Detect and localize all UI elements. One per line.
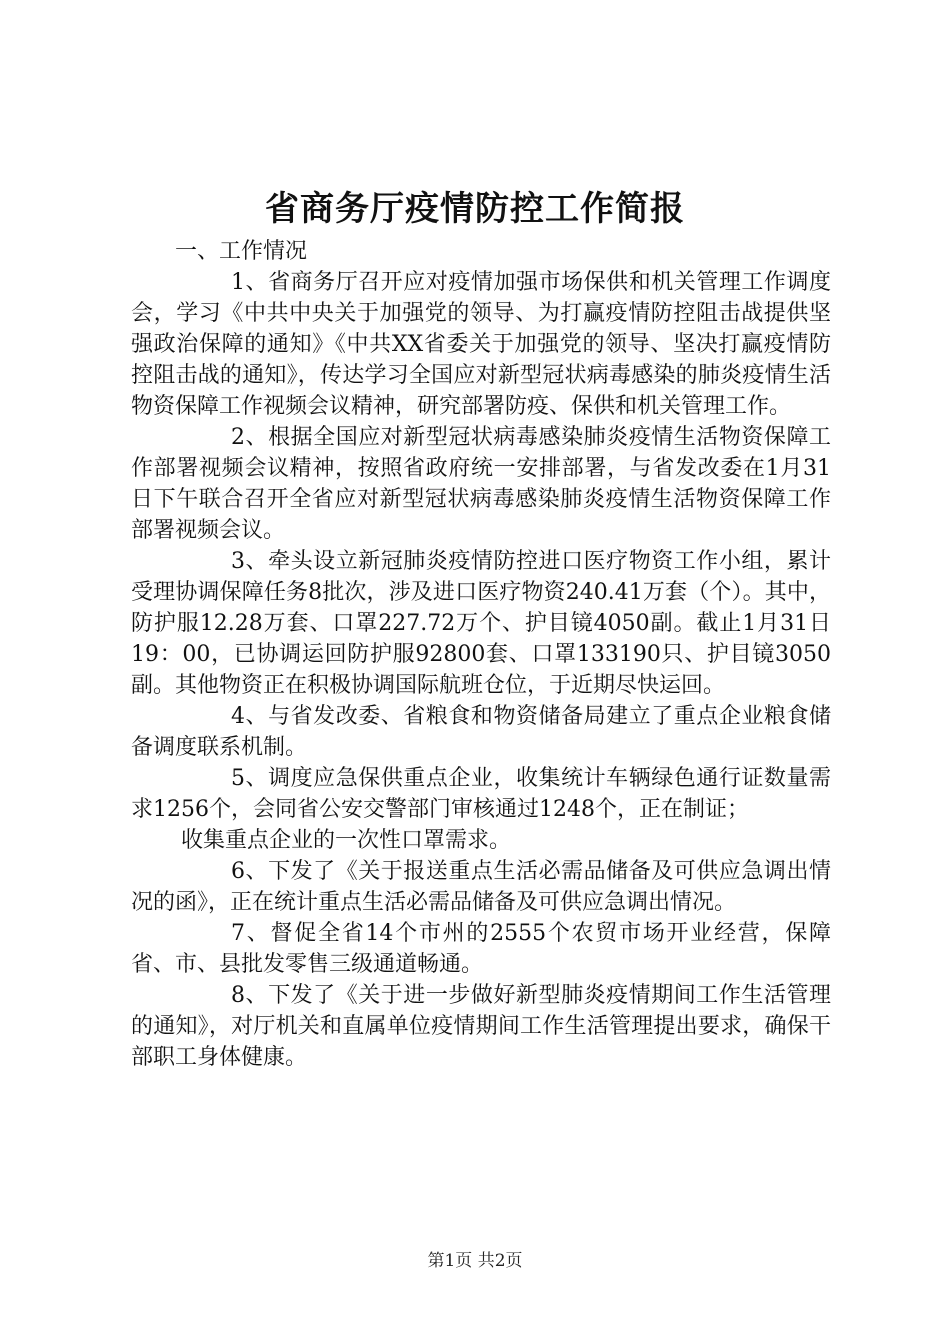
paragraph-7: 7、督促全省14个市州的2555个农贸市场开业经营，保障省、市、县批发零售三级通道畅通。	[131, 921, 831, 977]
paragraph-2: 2、根据全国应对新型冠状病毒感染肺炎疫情生活物资保障工作部署视频会议精神，按照省政府统一安排部署，与省发改委在1月31日下午联合召开全省应对新型冠状病毒感染肺炎疫情生活物资保障工作部署视频会议。	[131, 425, 831, 543]
paragraph-6: 6、下发了《关于报送重点生活必需品储备及可供应急调出情况的函》，正在统计重点生活必需品储备及可供应急调出情况。	[131, 859, 831, 915]
page-footer: 第1页 共2页	[427, 1251, 523, 1271]
document-title: 省商务厅疫情防控工作简报	[265, 189, 685, 229]
paragraph-plain: 收集重点企业的一次性口罩需求。	[181, 828, 512, 853]
paragraph-1: 1、省商务厅召开应对疫情加强市场保供和机关管理工作调度会，学习《中共中央关于加强党的领导、为打赢疫情防控阻击战提供坚强政治保障的通知》《中共XX省委关于加强党的领导、坚决打赢疫情防控阻击战的通知》，传达学习全国应对新型冠状病毒感染的肺炎疫情生活物资保障工作视频会议精神，研究部署防疫、保供和机关管理工作。	[131, 270, 831, 419]
section-heading: 一、工作情况	[175, 239, 308, 264]
paragraph-8: 8、下发了《关于进一步做好新型肺炎疫情期间工作生活管理的通知》，对厅机关和直属单位疫情期间工作生活管理提出要求，确保干部职工身体健康。	[131, 983, 831, 1070]
document-body	[131, 236, 831, 1073]
paragraph-4: 4、与省发改委、省粮食和物资储备局建立了重点企业粮食储备调度联系机制。	[131, 704, 831, 760]
paragraph-5: 5、调度应急保供重点企业，收集统计车辆绿色通行证数量需求1256个，会同省公安交警部门审核通过1248个，正在制证；	[131, 766, 831, 822]
paragraph-3: 3、牵头设立新冠肺炎疫情防控进口医疗物资工作小组，累计受理协调保障任务8批次，涉及进口医疗物资240.41万套（个）。其中，防护服12.28万套、口罩227.72万个、护目镜4050副。截止1月31日19：00，已协调运回防护服92800套、口罩133190只、护目镜3050副。其他物资正在积极协调国际航班仓位，于近期尽快运回。	[131, 549, 831, 698]
